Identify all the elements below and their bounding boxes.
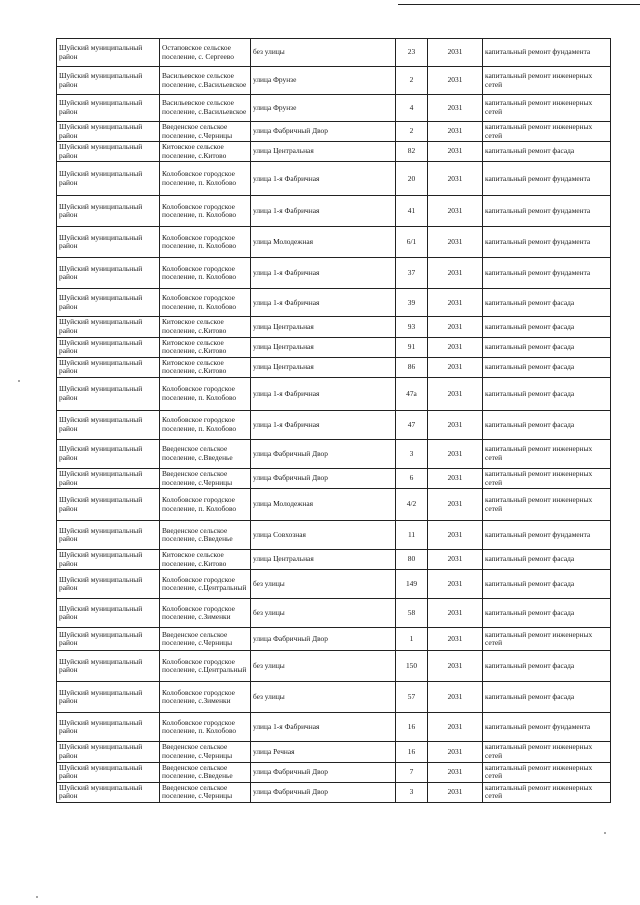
cell-house-number: 39: [396, 289, 428, 317]
cell-street: без улицы: [251, 570, 396, 599]
cell-work-type: капитальный ремонт инженерных сетей: [483, 628, 611, 651]
cell-work-type: капитальный ремонт фасада: [483, 570, 611, 599]
cell-work-type: капитальный ремонт фасада: [483, 550, 611, 570]
cell-work-type: капитальный ремонт инженерных сетей: [483, 489, 611, 521]
cell-work-type: капитальный ремонт инженерных сетей: [483, 762, 611, 782]
table-row: [57, 337, 611, 357]
cell-district: Шуйский муниципальный район: [57, 782, 160, 802]
cell-year: 2031: [428, 651, 483, 682]
table-row: [57, 162, 611, 196]
table-row: [57, 682, 611, 713]
table-row: [57, 142, 611, 162]
table-row: [57, 468, 611, 488]
cell-district: Шуйский муниципальный район: [57, 142, 160, 162]
cell-work-type: капитальный ремонт инженерных сетей: [483, 439, 611, 468]
cell-street: без улицы: [251, 682, 396, 713]
cell-street: улица 1-я Фабричная: [251, 377, 396, 410]
cell-district: Шуйский муниципальный район: [57, 651, 160, 682]
cell-district: Шуйский муниципальный район: [57, 67, 160, 95]
cell-work-type: капитальный ремонт фундамента: [483, 196, 611, 227]
cell-street: улица 1-я Фабричная: [251, 196, 396, 227]
table-row: [57, 95, 611, 122]
cell-district: Шуйский муниципальный район: [57, 227, 160, 258]
cell-work-type: капитальный ремонт инженерных сетей: [483, 67, 611, 95]
cell-street: улица 1-я Фабричная: [251, 289, 396, 317]
cell-settlement: Колобовское городское поселение, п. Колобово: [160, 377, 251, 410]
cell-street: улица Речная: [251, 742, 396, 762]
cell-year: 2031: [428, 142, 483, 162]
table-row: [57, 122, 611, 142]
cell-settlement: Введенское сельское поселение, с.Введенье: [160, 762, 251, 782]
cell-settlement: Введенское сельское поселение, с.Черницы: [160, 782, 251, 802]
cell-house-number: 20: [396, 162, 428, 196]
table-row: [57, 317, 611, 337]
cell-street: улица 1-я Фабричная: [251, 713, 396, 742]
cell-year: 2031: [428, 39, 483, 67]
cell-street: улица Центральная: [251, 357, 396, 377]
cell-street: улица Центральная: [251, 550, 396, 570]
cell-settlement: Введенское сельское поселение, с.Черницы: [160, 628, 251, 651]
table-row: [57, 782, 611, 802]
cell-work-type: капитальный ремонт фасада: [483, 289, 611, 317]
cell-house-number: 41: [396, 196, 428, 227]
cell-district: Шуйский муниципальный район: [57, 742, 160, 762]
cell-work-type: капитальный ремонт фасада: [483, 410, 611, 439]
cell-house-number: 91: [396, 337, 428, 357]
cell-district: Шуйский муниципальный район: [57, 410, 160, 439]
cell-house-number: 2: [396, 122, 428, 142]
cell-district: Шуйский муниципальный район: [57, 599, 160, 628]
cell-year: 2031: [428, 377, 483, 410]
cell-house-number: 4/2: [396, 489, 428, 521]
cell-settlement: Васильевское сельское поселение, с.Васильевское: [160, 67, 251, 95]
cell-settlement: Введенское сельское поселение, с.Черницы: [160, 742, 251, 762]
table-row: [57, 570, 611, 599]
cell-settlement: Остаповское сельское поселение, с. Сергеево: [160, 39, 251, 67]
cell-year: 2031: [428, 289, 483, 317]
cell-settlement: Колобовское городское поселение, с.Центральный: [160, 651, 251, 682]
cell-street: улица Молодежная: [251, 227, 396, 258]
cell-settlement: Колобовское городское поселение, с.Зименки: [160, 599, 251, 628]
table-body: [57, 39, 611, 803]
cell-work-type: капитальный ремонт фасада: [483, 377, 611, 410]
cell-house-number: 150: [396, 651, 428, 682]
cell-house-number: 86: [396, 357, 428, 377]
cell-house-number: 93: [396, 317, 428, 337]
cell-district: Шуйский муниципальный район: [57, 377, 160, 410]
cell-street: улица Совхозная: [251, 521, 396, 550]
cell-settlement: Китовское сельское поселение, с.Китово: [160, 142, 251, 162]
cell-settlement: Китовское сельское поселение, с.Китово: [160, 357, 251, 377]
cell-district: Шуйский муниципальный район: [57, 762, 160, 782]
cell-settlement: Китовское сельское поселение, с.Китово: [160, 317, 251, 337]
cell-house-number: 82: [396, 142, 428, 162]
cell-year: 2031: [428, 468, 483, 488]
cell-settlement: Колобовское городское поселение, п. Колобово: [160, 289, 251, 317]
cell-settlement: Колобовское городское поселение, п. Колобово: [160, 713, 251, 742]
cell-house-number: 23: [396, 39, 428, 67]
cell-work-type: капитальный ремонт инженерных сетей: [483, 742, 611, 762]
cell-district: Шуйский муниципальный район: [57, 550, 160, 570]
cell-street: улица Фабричный Двор: [251, 439, 396, 468]
cell-work-type: капитальный ремонт инженерных сетей: [483, 122, 611, 142]
cell-house-number: 7: [396, 762, 428, 782]
cell-street: улица Фабричный Двор: [251, 762, 396, 782]
cell-year: 2031: [428, 599, 483, 628]
cell-house-number: 57: [396, 682, 428, 713]
cell-year: 2031: [428, 782, 483, 802]
cell-work-type: капитальный ремонт фундамента: [483, 227, 611, 258]
cell-year: 2031: [428, 67, 483, 95]
scan-artifact: [604, 832, 606, 834]
cell-work-type: капитальный ремонт фундамента: [483, 258, 611, 289]
table-row: [57, 196, 611, 227]
cell-settlement: Колобовское городское поселение, с.Зименки: [160, 682, 251, 713]
cell-district: Шуйский муниципальный район: [57, 196, 160, 227]
cell-work-type: капитальный ремонт фасада: [483, 651, 611, 682]
cell-year: 2031: [428, 489, 483, 521]
cell-house-number: 3: [396, 782, 428, 802]
table-row: [57, 521, 611, 550]
cell-street: улица Центральная: [251, 142, 396, 162]
cell-street: улица Центральная: [251, 317, 396, 337]
cell-year: 2031: [428, 227, 483, 258]
cell-year: 2031: [428, 162, 483, 196]
cell-work-type: капитальный ремонт фундамента: [483, 713, 611, 742]
cell-year: 2031: [428, 521, 483, 550]
cell-work-type: капитальный ремонт фундамента: [483, 521, 611, 550]
cell-settlement: Введенское сельское поселение, с.Черницы: [160, 468, 251, 488]
cell-street: без улицы: [251, 599, 396, 628]
scan-artifact: [18, 380, 20, 382]
cell-house-number: 47а: [396, 377, 428, 410]
table-row: [57, 599, 611, 628]
cell-settlement: Колобовское городское поселение, п. Колобово: [160, 196, 251, 227]
cell-year: 2031: [428, 762, 483, 782]
cell-house-number: 6/1: [396, 227, 428, 258]
cell-district: Шуйский муниципальный район: [57, 317, 160, 337]
cell-settlement: Китовское сельское поселение, с.Китово: [160, 337, 251, 357]
cell-year: 2031: [428, 410, 483, 439]
cell-house-number: 149: [396, 570, 428, 599]
table-row: [57, 377, 611, 410]
cell-year: 2031: [428, 122, 483, 142]
cell-street: без улицы: [251, 651, 396, 682]
cell-street: улица Центральная: [251, 337, 396, 357]
cell-district: Шуйский муниципальный район: [57, 521, 160, 550]
cell-house-number: 6: [396, 468, 428, 488]
cell-year: 2031: [428, 570, 483, 599]
table-row: [57, 651, 611, 682]
cell-work-type: капитальный ремонт фасада: [483, 317, 611, 337]
cell-settlement: Введенское сельское поселение, с.Черницы: [160, 122, 251, 142]
cell-year: 2031: [428, 713, 483, 742]
cell-district: Шуйский муниципальный район: [57, 713, 160, 742]
cell-settlement: Колобовское городское поселение, п. Колобово: [160, 227, 251, 258]
cell-street: улица Фрунзе: [251, 67, 396, 95]
cell-work-type: капитальный ремонт фасада: [483, 142, 611, 162]
cell-street: улица 1-я Фабричная: [251, 162, 396, 196]
cell-work-type: капитальный ремонт фасада: [483, 682, 611, 713]
cell-settlement: Колобовское городское поселение, п. Колобово: [160, 162, 251, 196]
cell-house-number: 37: [396, 258, 428, 289]
cell-district: Шуйский муниципальный район: [57, 570, 160, 599]
cell-house-number: 16: [396, 742, 428, 762]
table-row: [57, 258, 611, 289]
cell-district: Шуйский муниципальный район: [57, 258, 160, 289]
cell-street: улица Фабричный Двор: [251, 782, 396, 802]
cell-district: Шуйский муниципальный район: [57, 489, 160, 521]
cell-settlement: Колобовское городское поселение, п. Колобово: [160, 410, 251, 439]
cell-district: Шуйский муниципальный район: [57, 39, 160, 67]
table-row: [57, 439, 611, 468]
cell-work-type: капитальный ремонт инженерных сетей: [483, 782, 611, 802]
cell-house-number: 11: [396, 521, 428, 550]
cell-district: Шуйский муниципальный район: [57, 682, 160, 713]
cell-district: Шуйский муниципальный район: [57, 357, 160, 377]
cell-settlement: Колобовское городское поселение, п. Колобово: [160, 489, 251, 521]
table-row: [57, 289, 611, 317]
cell-street: улица Фабричный Двор: [251, 628, 396, 651]
cell-work-type: капитальный ремонт фасада: [483, 337, 611, 357]
table-row: [57, 67, 611, 95]
cell-street: без улицы: [251, 39, 396, 67]
cell-house-number: 47: [396, 410, 428, 439]
cell-work-type: капитальный ремонт инженерных сетей: [483, 95, 611, 122]
cell-house-number: 3: [396, 439, 428, 468]
cell-district: Шуйский муниципальный район: [57, 289, 160, 317]
table-row: [57, 489, 611, 521]
cell-settlement: Васильевское сельское поселение, с.Васильевское: [160, 95, 251, 122]
cell-house-number: 16: [396, 713, 428, 742]
cell-year: 2031: [428, 550, 483, 570]
cell-street: улица Фабричный Двор: [251, 122, 396, 142]
cell-street: улица 1-я Фабричная: [251, 410, 396, 439]
cell-street: улица Молодежная: [251, 489, 396, 521]
table-row: [57, 713, 611, 742]
cell-year: 2031: [428, 258, 483, 289]
cell-settlement: Колобовское городское поселение, с.Центральный: [160, 570, 251, 599]
cell-house-number: 1: [396, 628, 428, 651]
cell-house-number: 2: [396, 67, 428, 95]
page-top-rule: [398, 4, 640, 5]
cell-year: 2031: [428, 317, 483, 337]
cell-district: Шуйский муниципальный район: [57, 439, 160, 468]
cell-work-type: капитальный ремонт инженерных сетей: [483, 468, 611, 488]
cell-year: 2031: [428, 196, 483, 227]
cell-year: 2031: [428, 682, 483, 713]
cell-street: улица Фабричный Двор: [251, 468, 396, 488]
cell-year: 2031: [428, 357, 483, 377]
table-row: [57, 357, 611, 377]
cell-house-number: 58: [396, 599, 428, 628]
cell-year: 2031: [428, 628, 483, 651]
table-row: [57, 39, 611, 67]
cell-settlement: Введенское сельское поселение, с.Введенье: [160, 521, 251, 550]
cell-work-type: капитальный ремонт фундамента: [483, 39, 611, 67]
table-row: [57, 410, 611, 439]
table-row: [57, 762, 611, 782]
cell-year: 2031: [428, 742, 483, 762]
cell-year: 2031: [428, 337, 483, 357]
cell-house-number: 80: [396, 550, 428, 570]
cell-work-type: капитальный ремонт фундамента: [483, 162, 611, 196]
cell-district: Шуйский муниципальный район: [57, 162, 160, 196]
housing-repair-table: [56, 38, 611, 803]
scan-artifact: [36, 896, 38, 898]
cell-work-type: капитальный ремонт фасада: [483, 599, 611, 628]
cell-house-number: 4: [396, 95, 428, 122]
cell-street: улица 1-я Фабричная: [251, 258, 396, 289]
cell-settlement: Китовское сельское поселение, с.Китово: [160, 550, 251, 570]
cell-year: 2031: [428, 95, 483, 122]
table-row: [57, 227, 611, 258]
cell-work-type: капитальный ремонт фасада: [483, 357, 611, 377]
table-row: [57, 550, 611, 570]
table-row: [57, 628, 611, 651]
table-row: [57, 742, 611, 762]
cell-district: Шуйский муниципальный район: [57, 95, 160, 122]
cell-settlement: Колобовское городское поселение, п. Колобово: [160, 258, 251, 289]
cell-district: Шуйский муниципальный район: [57, 337, 160, 357]
cell-district: Шуйский муниципальный район: [57, 468, 160, 488]
cell-settlement: Введенское сельское поселение, с.Введенье: [160, 439, 251, 468]
cell-year: 2031: [428, 439, 483, 468]
cell-district: Шуйский муниципальный район: [57, 628, 160, 651]
cell-district: Шуйский муниципальный район: [57, 122, 160, 142]
cell-street: улица Фрунзе: [251, 95, 396, 122]
